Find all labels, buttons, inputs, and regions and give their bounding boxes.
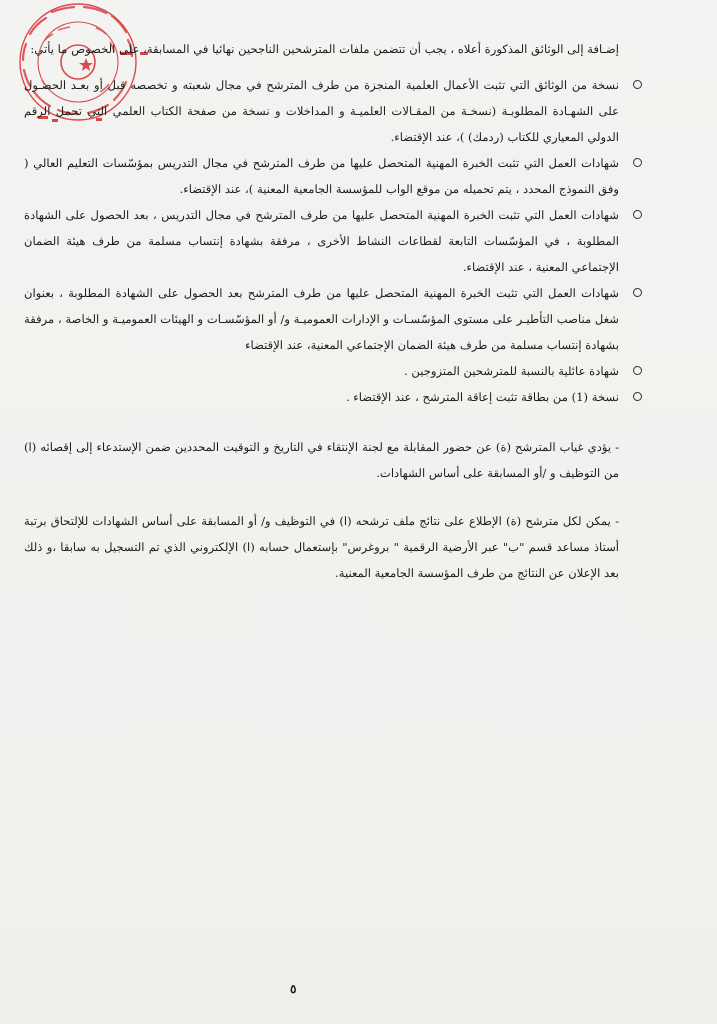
list-item-text: شهادات العمل التي تثبت الخبرة المهنية المتحصل عليها من طرف المترشح في مجال التدريس ، بعد الحصول على الشهادة المطلوبة ، في المؤسّسات التابعة لقطاعات النشاط الأخرى ، مرفقة بشهادة إنتساب مسلمة من طرف هيئة الضمان الإجتماعي المعنية ، عند الإقتضاء. [24,208,619,274]
list-item-text: شهادات العمل التي تثبت الخبرة المهنية المتحصل عليها من طرف المترشح في مجال التدريس بمؤسّسات التعليم العالي ( وفق النموذج المحدد ، يتم تحميله من موقع الواب للمؤسسة الجامعية المعنية )، عند الإقتضاء. [24,156,619,196]
page-number: ٥ [290,982,297,996]
document-body [24,36,619,586]
bullet-icon [633,210,642,219]
absence-note: - يؤدي غياب المترشح (ة) عن حضور المقابلة مع لجنة الإنتقاء في التاريخ و التوقيت المحددين ضمن الإستدعاء إلى إقصائه (ا) من التوظيف و /أو المسابقة على أساس الشهادات. [24,440,619,480]
list-item-text: نسخة من الوثائق التي تثبت الأعمال العلمية المنجزة من طرف المترشح في مجال شعبته و تخصصه قبل أو بعـد الحصـول على الشهـادة المطلوبـة (نسخـة من المقـالات العلميـة و المداخلات و نسخة من صفحة الكتاب العلمي التي تحمل الرقم الدولي المعياري للكتاب (ردمك) )، عند الإقتضاء. [24,78,619,144]
list-item-text: شهادات العمل التي تثبت الخبرة المهنية المتحصل عليها من طرف المترشح بعد الحصول على الشهادة المطلوبة ، بعنوان شغل مناصب التأطيـر على مستوى المؤسّسـات و الإدارات العموميـة و/ أو المؤسّسـات و الهيئات العموميـة و الخاصة ، مرفقة بشهادة إنتساب مسلمة من طرف هيئة الضمان الإجتماعي المعنية، عند الإقتضاء [24,286,619,352]
bullet-icon [633,288,642,297]
bullet-icon [633,392,642,401]
list-item [24,280,619,358]
list-item-text: شهادة عائلية بالنسبة للمترشحين المتزوجين . [404,364,619,378]
required-documents-list [24,72,619,410]
list-item [24,150,619,202]
bullet-icon [633,158,642,167]
list-item [24,202,619,280]
bullet-icon [633,366,642,375]
list-item [24,358,619,384]
list-item [24,72,619,150]
intro-paragraph: إضـافة إلى الوثائق المذكورة أعلاه ، يجب أن تتضمن ملفات المترشحين الناجحين نهائيا في المسابقة، على الخصوص ما يأتي: [30,42,619,56]
results-note: - يمكن لكل مترشح (ة) الإطلاع على نتائج ملف ترشحه (ا) في التوظيف و/ أو المسابقة على أساس الشهادات للإلتحاق برتبة أستاذ مساعد قسم "ب" عبر الأرضية الرقمية " بروغرس" بإستعمال حسابه (ا) الإلكتروني الذي تم التسجيل به سابقا ،و ذلك بعد الإعلان عن النتائج من طرف المؤسسة الجامعية المعنية. [24,514,619,580]
list-item-text: نسخة (1) من بطاقة تثبت إعاقة المترشح ، عند الإقتضاء . [345,390,619,404]
bullet-icon [633,80,642,89]
list-item [24,384,619,410]
